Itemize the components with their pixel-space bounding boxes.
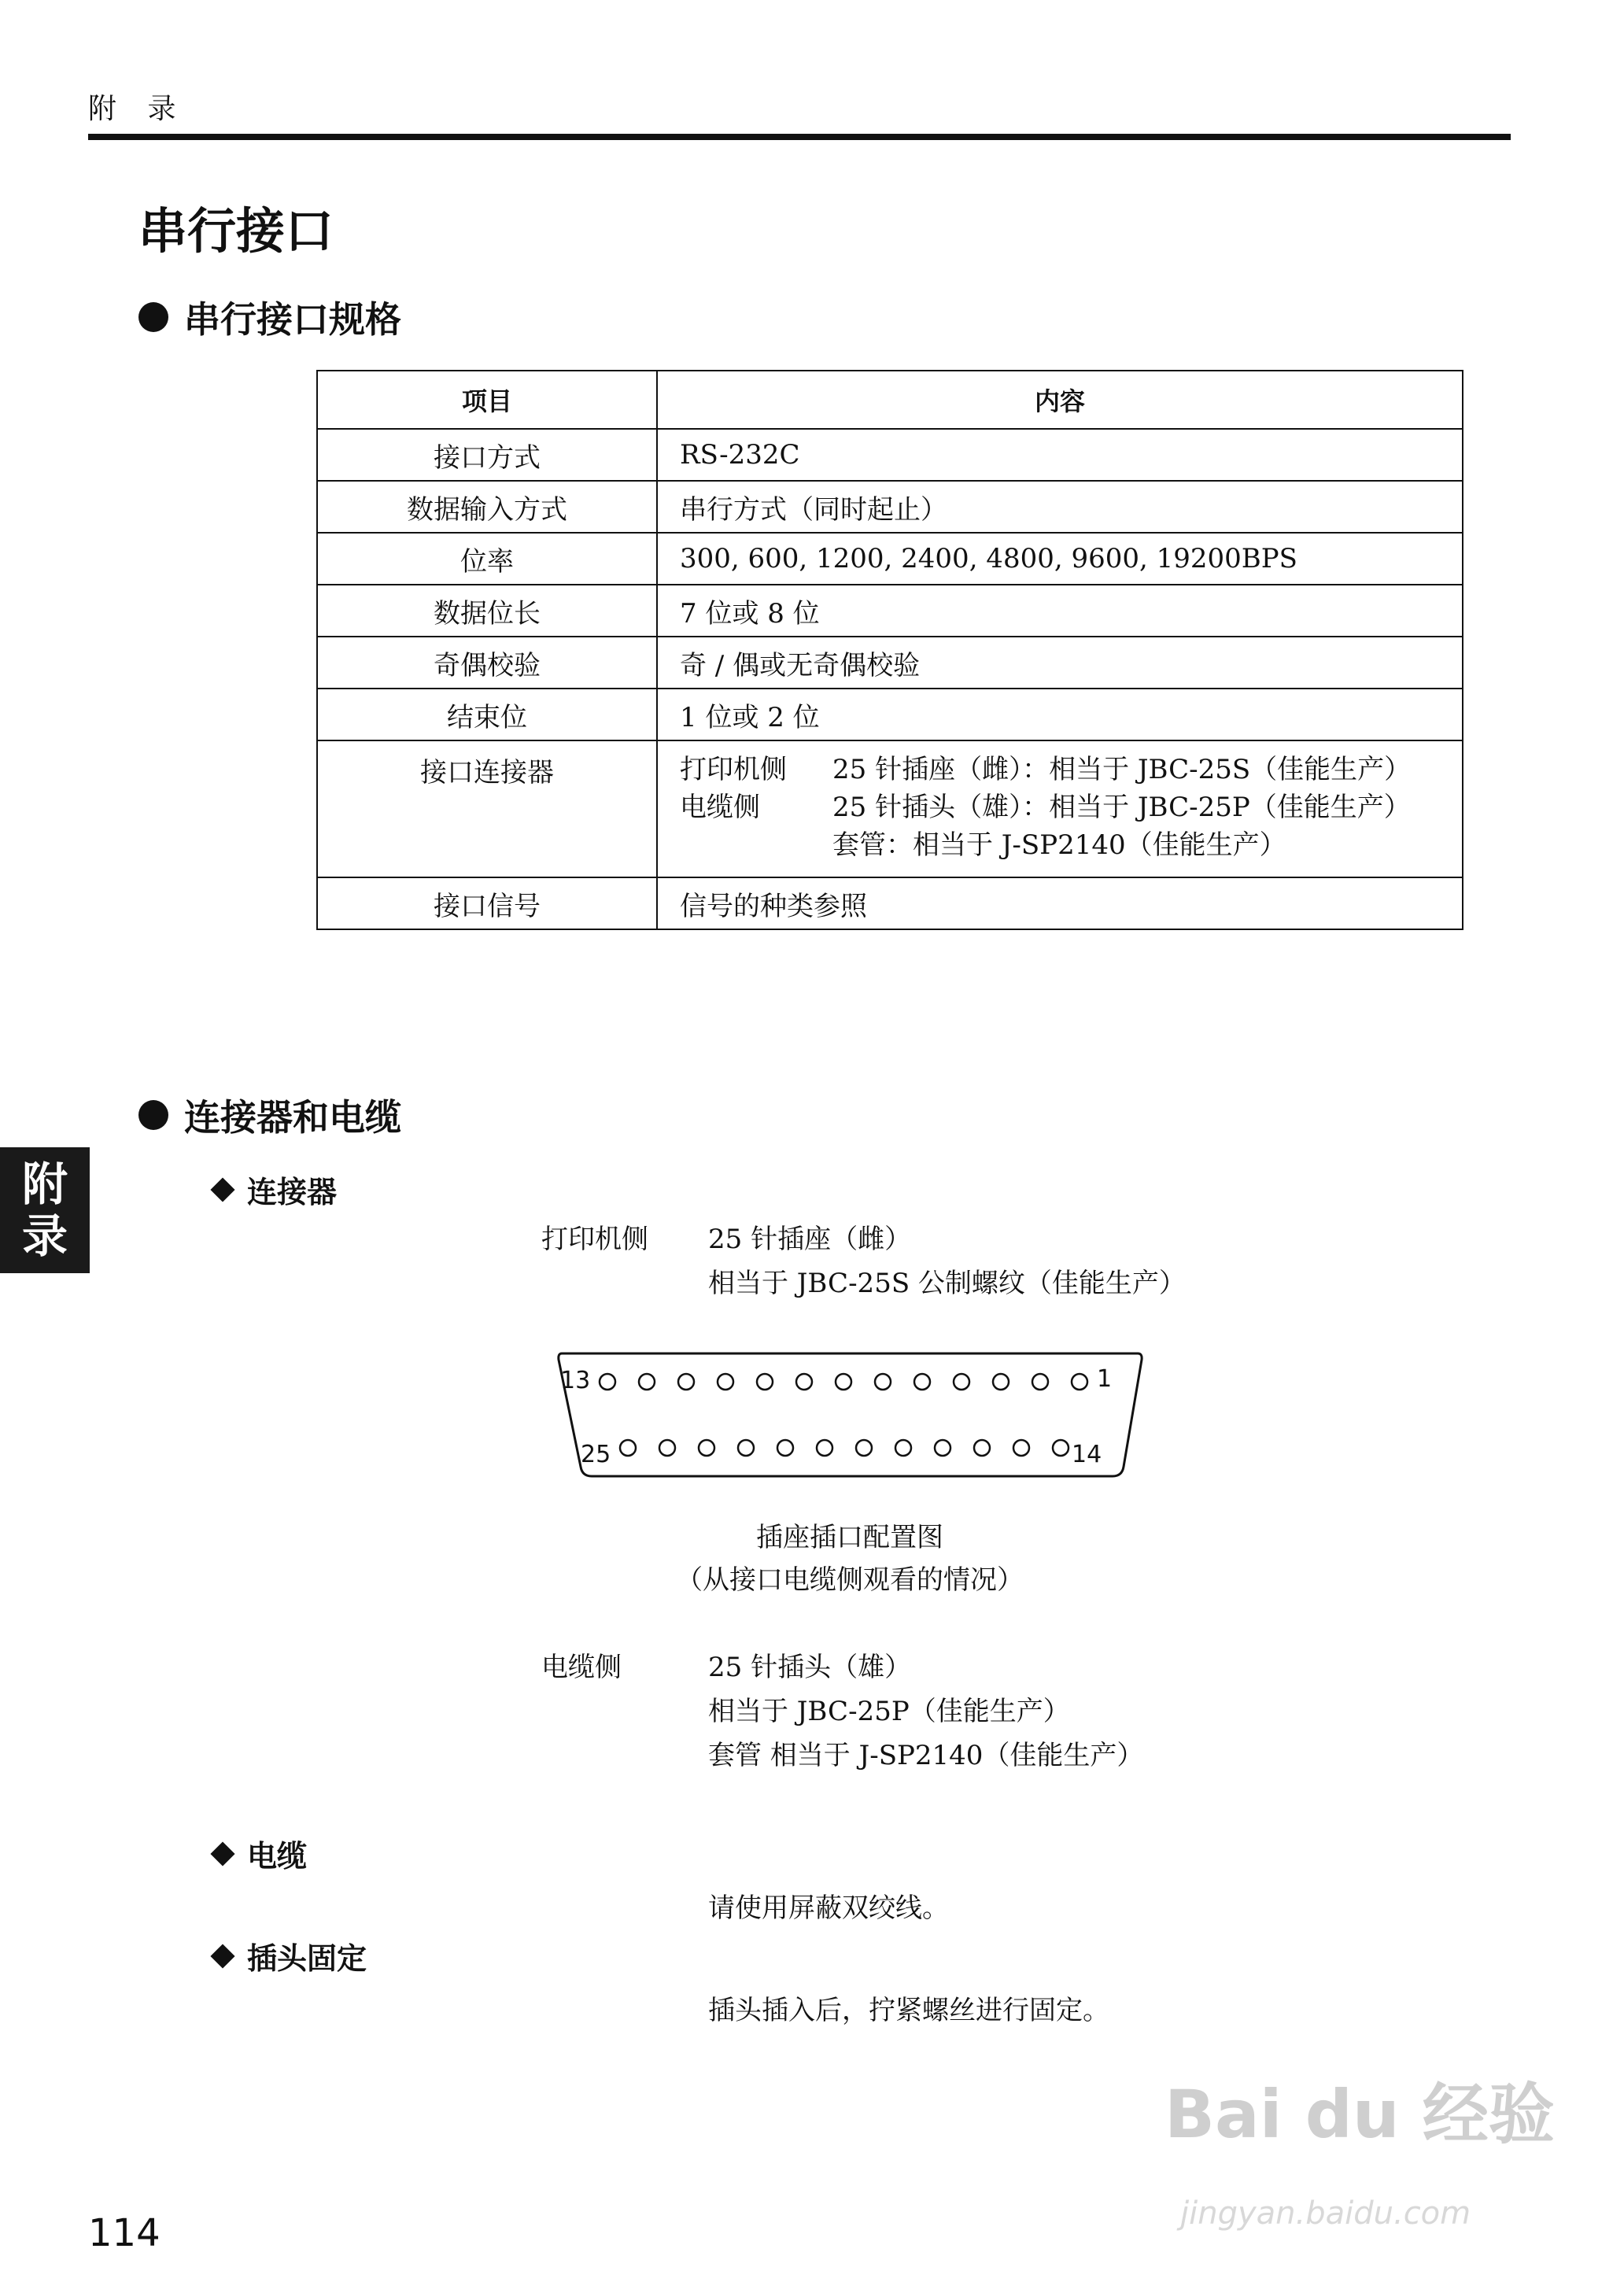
pin-hole-14: [1053, 1440, 1069, 1456]
section-heading-cable-text: 连接器和电缆: [184, 1096, 401, 1139]
pin-hole-18: [895, 1440, 911, 1456]
sub-heading-cable-text: 电缆: [247, 1839, 308, 1874]
pin-hole-4: [954, 1374, 969, 1390]
table-cell-content-connector: [657, 740, 1463, 877]
pin-label-1: 1: [1097, 1365, 1113, 1393]
diamond-icon: [210, 1177, 234, 1202]
connector-cable-line: [680, 788, 1462, 826]
table-cell-item: 数据位长: [317, 585, 657, 637]
pins-top-row: [600, 1374, 1087, 1390]
table-row: [317, 877, 1463, 929]
table-row: [317, 481, 1463, 533]
pin-hole-11: [678, 1374, 694, 1390]
diamond-icon: [210, 1841, 234, 1866]
pin-hole-7: [836, 1374, 851, 1390]
connector-cable-side: 电缆侧: [680, 792, 760, 823]
printer-line2: 相当于 JBC-25S 公制螺纹（佳能生产）: [708, 1268, 1186, 1299]
sub-heading-connector: [209, 1168, 337, 1211]
pin-hole-9: [757, 1374, 773, 1390]
spec-table: [316, 370, 1463, 930]
table-cell-item: 接口连接器: [317, 740, 657, 877]
cable-line1: 25 针插头（雄）: [708, 1652, 912, 1683]
connector-cable-desc: 25 针插头（雄）：相当于 JBC-25P（佳能生产）: [832, 792, 1411, 823]
sub-heading-plug-fix-text: 插头固定: [247, 1941, 367, 1976]
sub-heading-plug-fix: [209, 1934, 367, 1977]
pin-hole-23: [699, 1440, 714, 1456]
pin-label-13: 13: [560, 1367, 591, 1394]
header-rule: [88, 134, 1511, 140]
page-number: 114: [88, 2211, 161, 2255]
pin-hole-2: [1032, 1374, 1048, 1390]
header-label: 附 录: [88, 93, 187, 125]
table-cell-item: 奇偶校验: [317, 637, 657, 689]
side-tab: [0, 1147, 90, 1273]
pin-hole-24: [659, 1440, 675, 1456]
table-cell-item: 接口信号: [317, 877, 657, 929]
bullet-icon: [138, 302, 168, 332]
pin-hole-15: [1013, 1440, 1029, 1456]
table-cell-item: 数据输入方式: [317, 481, 657, 533]
cable-line3: 套管 相当于 J-SP2140（佳能生产）: [708, 1740, 1144, 1771]
table-cell-content: 300, 600, 1200, 2400, 4800, 9600, 19200BPS: [657, 533, 1463, 585]
connector-sleeve-line: [680, 826, 1462, 864]
table-cell-item: 接口方式: [317, 429, 657, 481]
table-cell-content: 信号的种类参照: [657, 877, 1463, 929]
pin-hole-6: [875, 1374, 891, 1390]
table-row: [317, 585, 1463, 637]
table-cell-content: 奇 / 偶或无奇偶校验: [657, 637, 1463, 689]
table-cell-content: 串行方式（同时起止）: [657, 481, 1463, 533]
printer-line1: 25 针插座（雌）: [708, 1224, 912, 1255]
pin-hole-17: [935, 1440, 950, 1456]
connector-printer-line: [680, 751, 1462, 788]
pin-hole-13: [600, 1374, 615, 1390]
cable-text: 请使用屏蔽双绞线。: [708, 1892, 949, 1924]
sub-heading-cable: [209, 1832, 307, 1875]
pins-bottom-row: [620, 1440, 1069, 1456]
diamond-icon: [210, 1944, 234, 1968]
pin-hole-22: [738, 1440, 754, 1456]
table-cell-item: 位率: [317, 533, 657, 585]
pin-label-14: 14: [1072, 1441, 1102, 1468]
connector-printer-desc: 25 针插座（雌）：相当于 JBC-25S（佳能生产）: [832, 754, 1412, 785]
table-cell-content: 7 位或 8 位: [657, 585, 1463, 637]
pin-hole-5: [914, 1374, 930, 1390]
watermark-logo: Bai du 经验: [1164, 2076, 1555, 2153]
connector-printer-side: 打印机侧: [680, 754, 787, 785]
table-row: [317, 689, 1463, 740]
table-row: [317, 429, 1463, 481]
table-cell-content: RS-232C: [657, 429, 1463, 481]
cable-side-label: 电缆侧: [541, 1652, 622, 1683]
diagram-caption-1: 插座插口配置图: [756, 1522, 943, 1553]
table-row: [317, 637, 1463, 689]
table-header-item: 项目: [317, 371, 657, 429]
pin-hole-12: [639, 1374, 655, 1390]
pin-hole-1: [1072, 1374, 1087, 1390]
section-heading-cable: [138, 1089, 401, 1141]
sub-heading-connector-text: 连接器: [247, 1175, 338, 1209]
connector-diagram: [543, 1338, 1157, 1495]
bullet-icon: [138, 1100, 168, 1130]
diagram-caption-2: （从接口电缆侧观看的情况）: [676, 1564, 1024, 1596]
connector-outline: [559, 1353, 1142, 1476]
section-heading-spec: [138, 291, 401, 343]
page-title: 串行接口: [138, 202, 334, 260]
side-tab-line1: 附: [21, 1158, 68, 1211]
pin-hole-10: [718, 1374, 733, 1390]
connector-sleeve-desc: 套管：相当于 J-SP2140（佳能生产）: [832, 829, 1286, 861]
pin-hole-25: [620, 1440, 636, 1456]
table-row: [317, 533, 1463, 585]
pin-hole-20: [817, 1440, 832, 1456]
pin-hole-3: [993, 1374, 1009, 1390]
watermark-url: jingyan.baidu.com: [1180, 2195, 1471, 2232]
table-row: [317, 740, 1463, 877]
pin-hole-19: [856, 1440, 872, 1456]
side-tab-line2: 录: [21, 1209, 68, 1263]
pin-label-25: 25: [581, 1441, 611, 1468]
pin-hole-16: [974, 1440, 990, 1456]
pin-hole-8: [796, 1374, 812, 1390]
cable-line2: 相当于 JBC-25P（佳能生产）: [708, 1696, 1070, 1727]
section-heading-spec-text: 串行接口规格: [184, 298, 401, 341]
printer-side-label: 打印机侧: [541, 1224, 648, 1255]
table-header-content: 内容: [657, 371, 1463, 429]
table-cell-content: 1 位或 2 位: [657, 689, 1463, 740]
pin-hole-21: [777, 1440, 793, 1456]
table-cell-item: 结束位: [317, 689, 657, 740]
plug-fix-text: 插头插入后，拧紧螺丝进行固定。: [708, 1995, 1109, 2026]
